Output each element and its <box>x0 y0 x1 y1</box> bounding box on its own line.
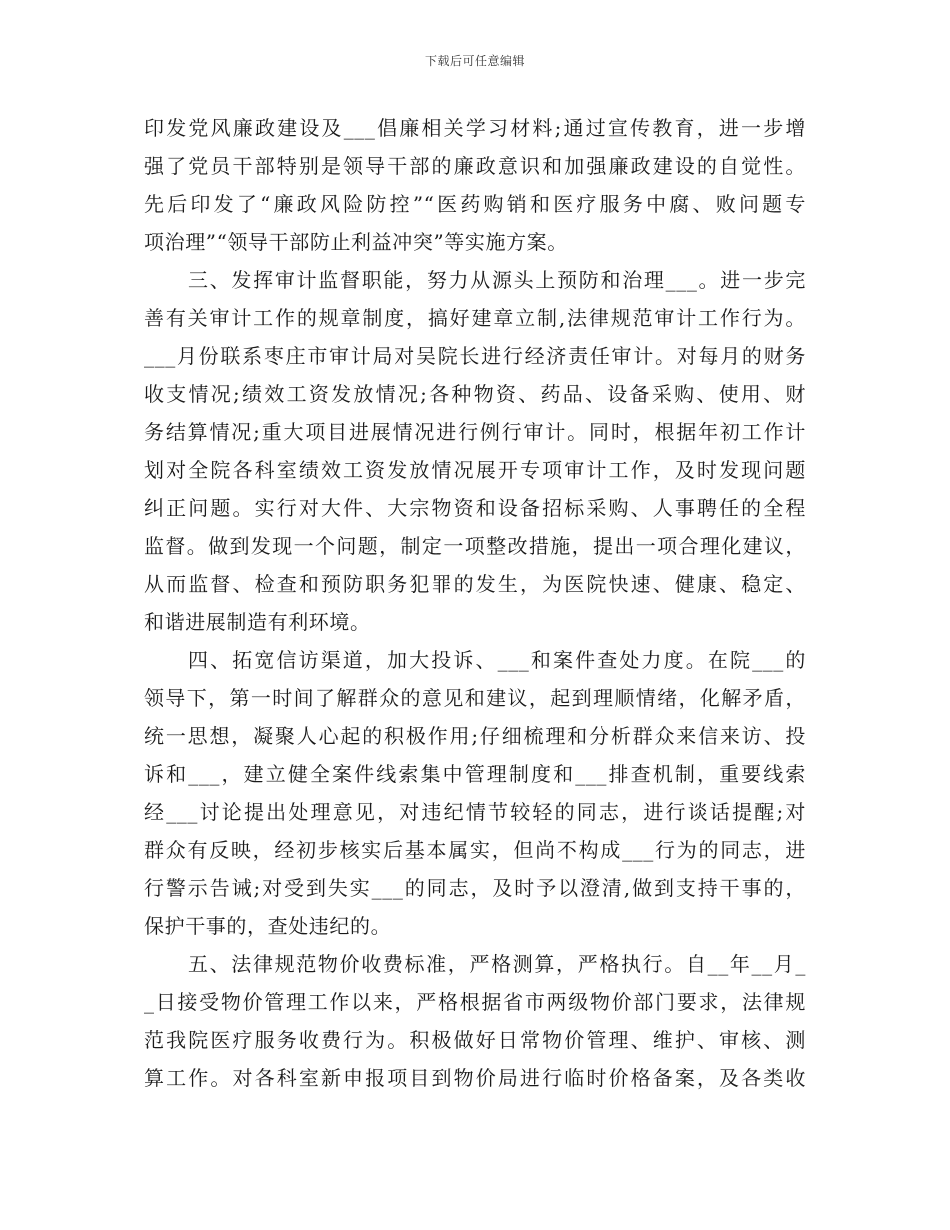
text-line: 划对全院各科室绩效工资发放情况展开专项审计工作，及时发现问题 <box>144 458 806 482</box>
text-line: _日接受物价管理工作以来，严格根据省市两级物价部门要求，法律规 <box>144 990 806 1014</box>
text-line: 五、法律规范物价收费标准，严格测算，严格执行。自__年__月_ <box>188 952 806 976</box>
text-line: 领导下，第一时间了解群众的意见和建议，起到理顺情绪，化解矛盾， <box>144 686 806 710</box>
text-line: 保护干事的，查处违纪的。 <box>144 914 392 938</box>
text-line: 三、发挥审计监督职能，努力从源头上预防和治理___。进一步完 <box>188 268 806 292</box>
text-line: 统一思想，凝聚人心起的积极作用;仔细梳理和分析群众来信来访、投 <box>144 724 806 748</box>
text-line: 务结算情况;重大项目进展情况进行例行审计。同时，根据年初工作计 <box>144 420 806 444</box>
text-line: 从而监督、检查和预防职务犯罪的发生，为医院快速、健康、稳定、 <box>144 572 806 596</box>
text-line: 和谐进展制造有利环境。 <box>144 610 371 634</box>
page-header: 下载后可任意编辑 <box>424 54 525 68</box>
text-line: 印发党风廉政建设及___倡廉相关学习材料;通过宣传教育，进一步增 <box>144 116 806 140</box>
text-line: 诉和___，建立健全案件线索集中管理制度和___排查机制，重要线索 <box>144 762 806 786</box>
text-line: 算工作。对各科室新申报项目到物价局进行临时价格备案，及各类收 <box>144 1066 806 1090</box>
document-body <box>144 109 806 1097</box>
text-line: 善有关审计工作的规章制度，搞好建章立制,法律规范审计工作行为。 <box>144 306 806 330</box>
text-line: 收支情况;绩效工资发放情况;各种物资、药品、设备采购、使用、财 <box>144 382 806 406</box>
text-line: 监督。做到发现一个问题，制定一项整改措施，提出一项合理化建议， <box>144 534 806 558</box>
text-line: 强了党员干部特别是领导干部的廉政意识和加强廉政建设的自觉性。 <box>144 154 806 178</box>
text-line: 范我院医疗服务收费行为。积极做好日常物价管理、维护、审核、测 <box>144 1028 806 1052</box>
text-line: 四、拓宽信访渠道，加大投诉、___和案件查处力度。在院___的 <box>188 648 806 672</box>
text-line: 群众有反映，经初步核实后基本属实，但尚不构成___行为的同志，进 <box>144 838 806 862</box>
text-line: 纠正问题。实行对大件、大宗物资和设备招标采购、人事聘任的全程 <box>144 496 806 520</box>
text-line: ___月份联系枣庄市审计局对吴院长进行经济责任审计。对每月的财务 <box>144 344 806 368</box>
text-line: 经___讨论提出处理意见，对违纪情节较轻的同志，进行谈话提醒;对 <box>144 800 806 824</box>
text-line: 项治理”“领导干部防止利益冲突”等实施方案。 <box>144 230 568 254</box>
text-line: 先后印发了“廉政风险防控”“医药购销和医疗服务中腐、败问题专 <box>144 192 806 216</box>
text-line: 行警示告诫;对受到失实___的同志，及时予以澄清,做到支持干事的， <box>144 876 806 900</box>
